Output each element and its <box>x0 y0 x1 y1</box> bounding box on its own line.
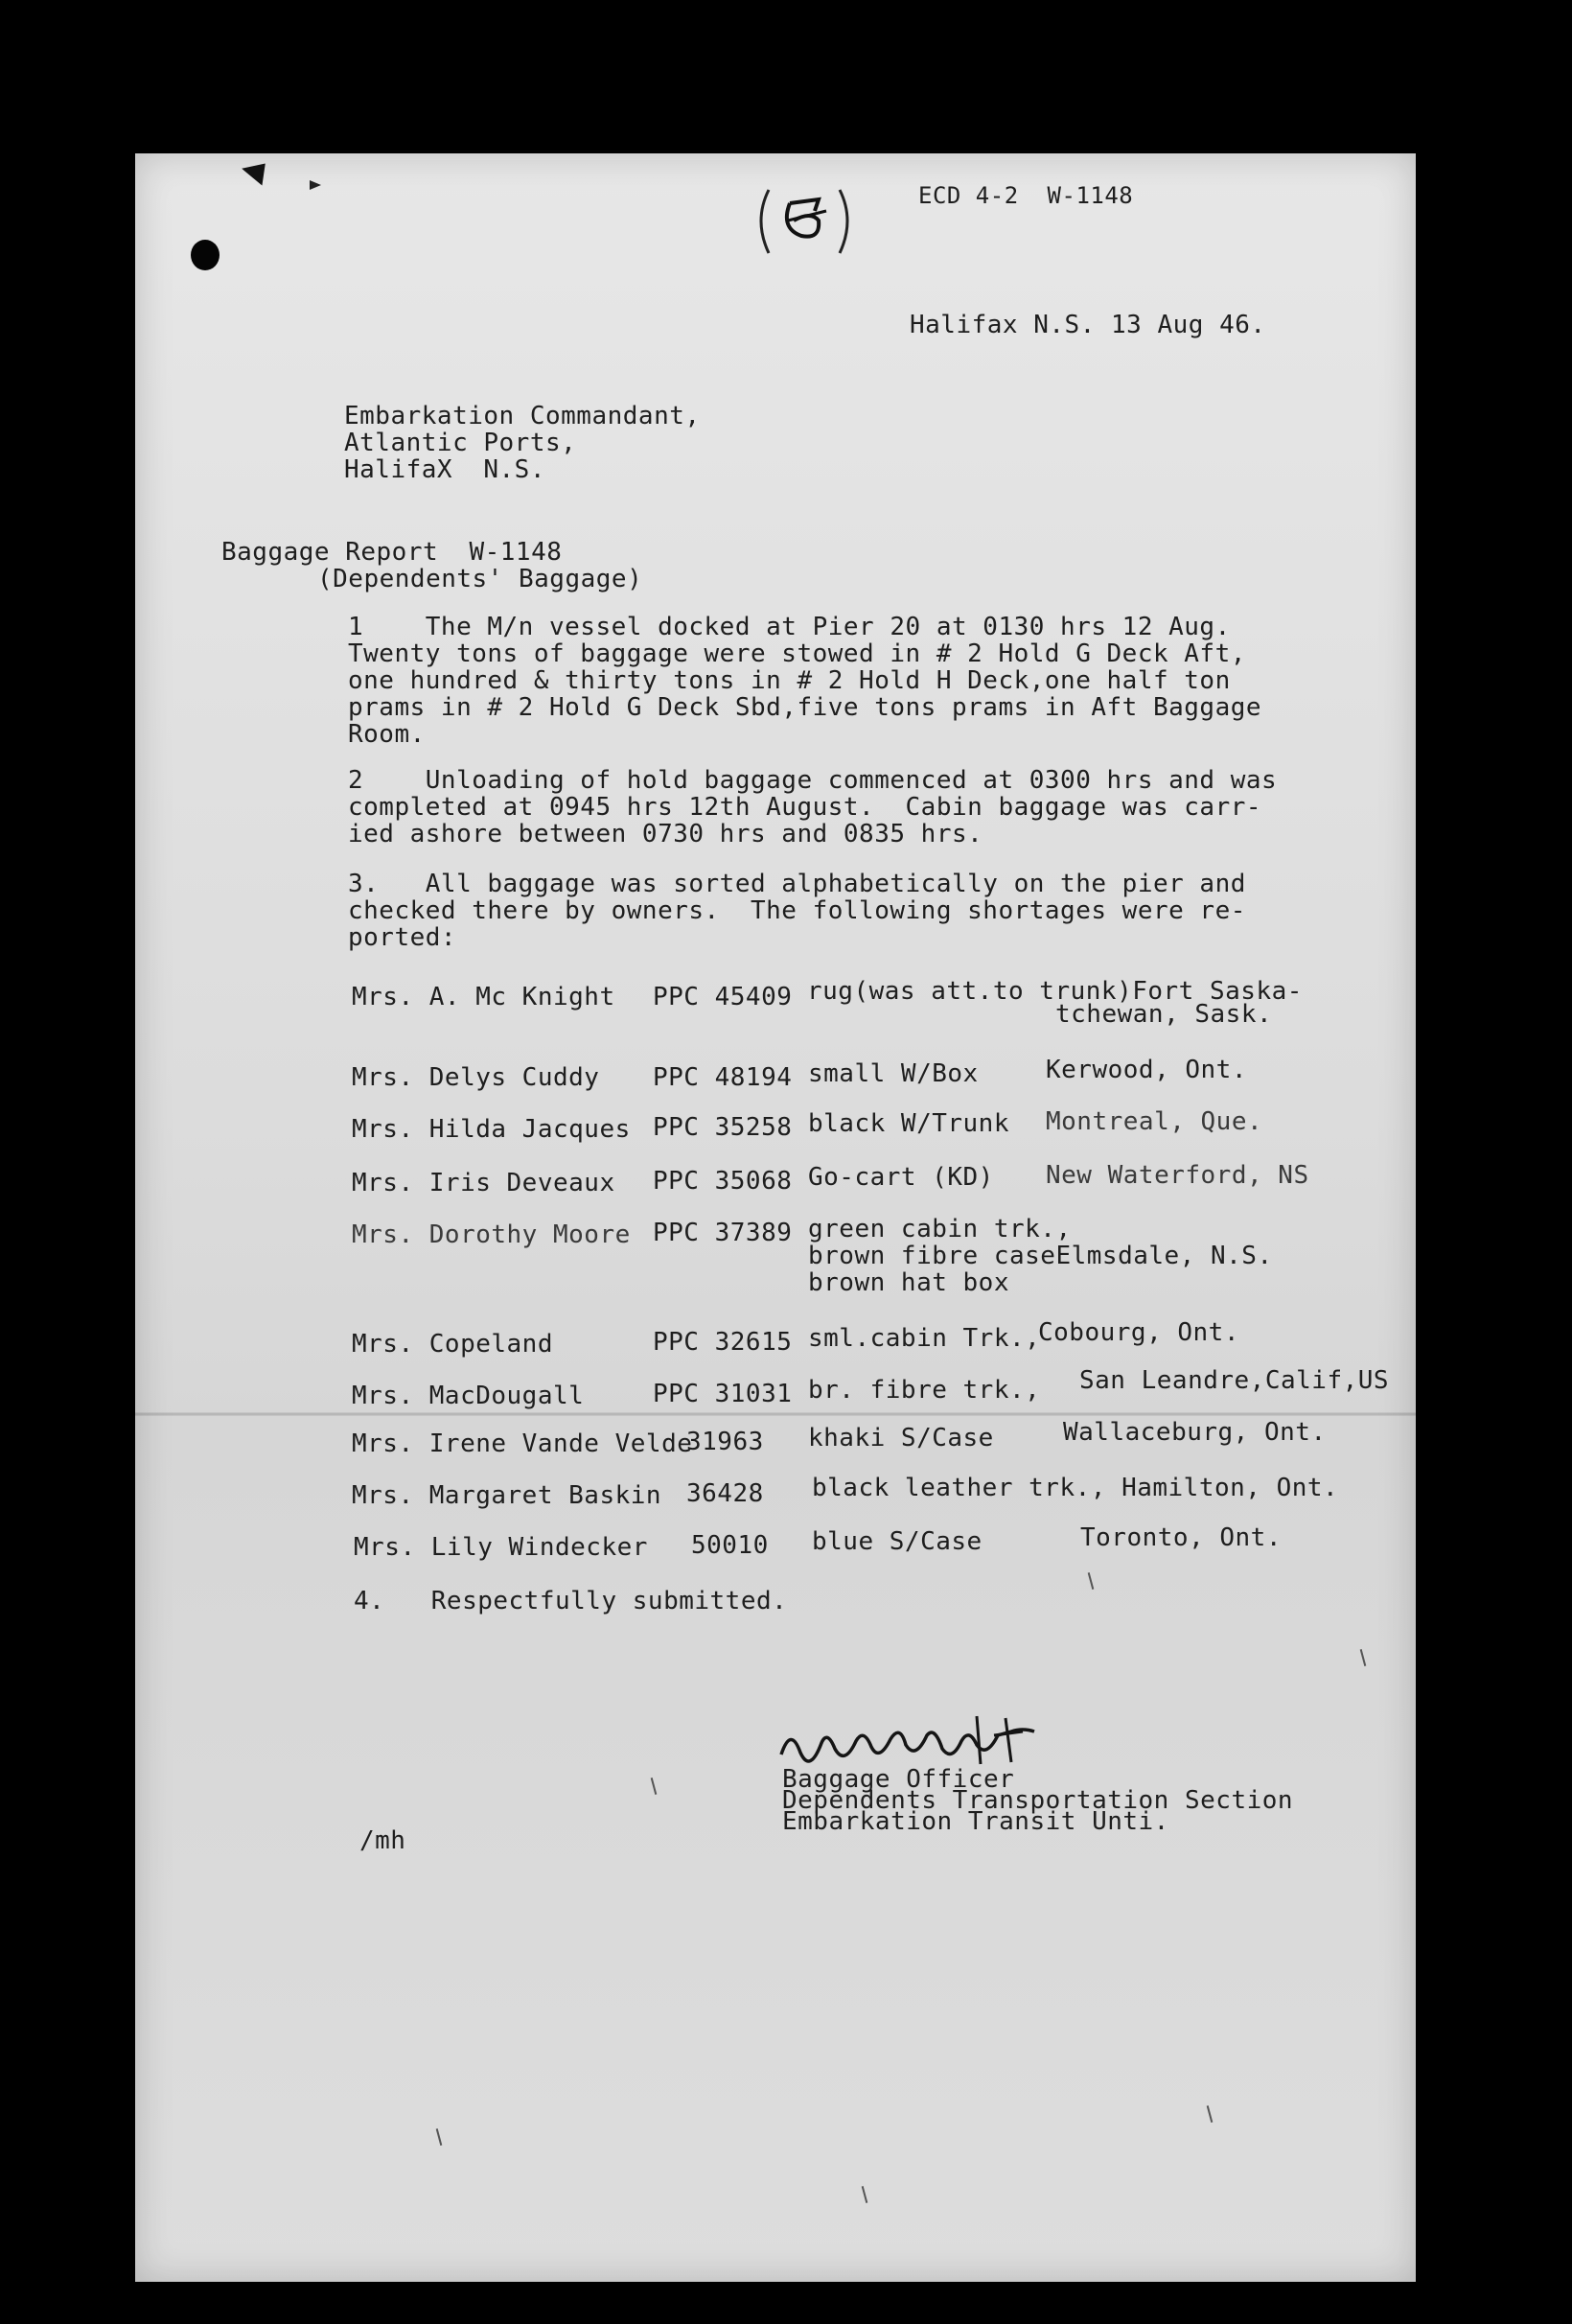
corner-mark <box>242 157 274 191</box>
row-item-continued: tchewan, Sask. <box>1055 1000 1273 1029</box>
row-item: black leather trk., Hamilton, Ont. <box>812 1474 1339 1502</box>
row-ppc: 50010 <box>691 1531 769 1560</box>
signature-block-line-1: Baggage Officer <box>782 1765 1015 1794</box>
paragraph-3-line-2: checked there by owners. The following shortages were re- <box>348 896 1246 925</box>
paragraph-1-line-5: Room. <box>348 720 426 749</box>
row-name: Mrs. Iris Deveaux <box>352 1169 615 1197</box>
row-ppc: PPC 35068 <box>653 1167 793 1196</box>
row-ppc: PPC 35258 <box>653 1113 793 1142</box>
typist-initials: /mh <box>359 1826 406 1855</box>
row-name: Mrs. Dorothy Moore <box>352 1220 631 1249</box>
corner-mark-small <box>310 180 321 190</box>
row-item: br. fibre trk., <box>808 1376 1041 1405</box>
signature-block-line-3: Embarkation Transit Unti. <box>782 1807 1169 1836</box>
row-place: Toronto, Ont. <box>1080 1523 1282 1552</box>
row-name: Mrs. Margaret Baskin <box>352 1481 662 1510</box>
place-date: Halifax N.S. 13 Aug 46. <box>910 311 1266 339</box>
paragraph-4: 4. Respectfully submitted. <box>354 1587 788 1615</box>
paragraph-1-line-3: one hundred & thirty tons in # 2 Hold H Deck,one half ton <box>348 666 1231 695</box>
fold-crease <box>135 1412 1416 1416</box>
handwritten-seal-icon <box>751 182 857 259</box>
addressee-line-3: HalifaX N.S. <box>344 455 545 484</box>
row-name: Mrs. Irene Vande Velde <box>352 1429 693 1458</box>
row-item: black W/Trunk <box>808 1109 1009 1138</box>
addressee-line-2: Atlantic Ports, <box>344 429 577 457</box>
row-name: Mrs. Lily Windecker <box>354 1533 648 1562</box>
scan-speck <box>1360 1649 1367 1666</box>
paragraph-2-line-3: ied ashore between 0730 hrs and 0835 hrs. <box>348 820 983 848</box>
row-name: Mrs. A. Mc Knight <box>352 983 615 1011</box>
row-item: blue S/Case <box>812 1527 982 1556</box>
row-ppc: 36428 <box>686 1479 764 1508</box>
paragraph-2-line-2: completed at 0945 hrs 12th August. Cabin baggage was carr- <box>348 793 1262 822</box>
document-page <box>135 153 1416 2282</box>
row-ppc: PPC 37389 <box>653 1219 793 1247</box>
row-item: green cabin trk., <box>808 1215 1072 1243</box>
paragraph-1-line-1: 1 The M/n vessel docked at Pier 20 at 0130 hrs 12 Aug. <box>348 613 1231 641</box>
row-place: San Leandre,Calif,US <box>1079 1366 1390 1395</box>
row-name: Mrs. Delys Cuddy <box>352 1063 600 1092</box>
subject-line-2: (Dependents' Baggage) <box>317 565 643 593</box>
row-item: sml.cabin Trk., <box>808 1324 1041 1353</box>
scan-speck <box>1088 1572 1095 1590</box>
row-item: small W/Box <box>808 1059 979 1088</box>
paragraph-3-line-3: ported: <box>348 923 457 952</box>
row-place: New Waterford, NS <box>1046 1161 1309 1190</box>
row-ppc: PPC 48194 <box>653 1063 793 1092</box>
paragraph-1-line-4: prams in # 2 Hold G Deck Sbd,five tons prams in Aft Baggage <box>348 693 1262 722</box>
row-item-continued: brown fibre caseElmsdale, N.S. <box>808 1242 1273 1270</box>
row-name: Mrs. Copeland <box>352 1330 553 1359</box>
row-place: Wallaceburg, Ont. <box>1063 1418 1327 1447</box>
row-item: khaki S/Case <box>808 1424 994 1452</box>
scan-speck <box>651 1778 658 1795</box>
file-reference: ECD 4-2 W-1148 <box>918 182 1134 209</box>
addressee-line-1: Embarkation Commandant, <box>344 402 701 430</box>
row-item-continued-2: brown hat box <box>808 1268 1009 1297</box>
paragraph-1-line-2: Twenty tons of baggage were stowed in # 2 Hold G Deck Aft, <box>348 639 1246 668</box>
row-name: Mrs. MacDougall <box>352 1382 585 1410</box>
row-place: Montreal, Que. <box>1046 1107 1263 1136</box>
punch-hole <box>191 240 220 270</box>
row-item: Go-cart (KD) <box>808 1163 994 1192</box>
scan-speck <box>862 2186 868 2203</box>
signature-block-line-2: Dependents Transportation Section <box>782 1786 1294 1815</box>
row-ppc: PPC 31031 <box>653 1380 793 1408</box>
row-item: rug(was att.to trunk)Fort Saska- <box>807 977 1303 1006</box>
row-ppc: PPC 32615 <box>653 1328 793 1357</box>
row-ppc: PPC 45409 <box>653 983 793 1011</box>
paragraph-2-line-1: 2 Unloading of hold baggage commenced at 0300 hrs and was <box>348 766 1278 795</box>
row-place: Kerwood, Ont. <box>1046 1056 1247 1084</box>
row-ppc: 31963 <box>686 1428 764 1456</box>
scan-speck <box>436 2128 443 2146</box>
row-name: Mrs. Hilda Jacques <box>352 1115 631 1144</box>
subject-line-1: Baggage Report W-1148 <box>221 538 563 567</box>
scan-speck <box>1207 2105 1214 2123</box>
paragraph-3-line-1: 3. All baggage was sorted alphabetically on the pier and <box>348 870 1246 898</box>
row-place: Cobourg, Ont. <box>1038 1318 1239 1347</box>
